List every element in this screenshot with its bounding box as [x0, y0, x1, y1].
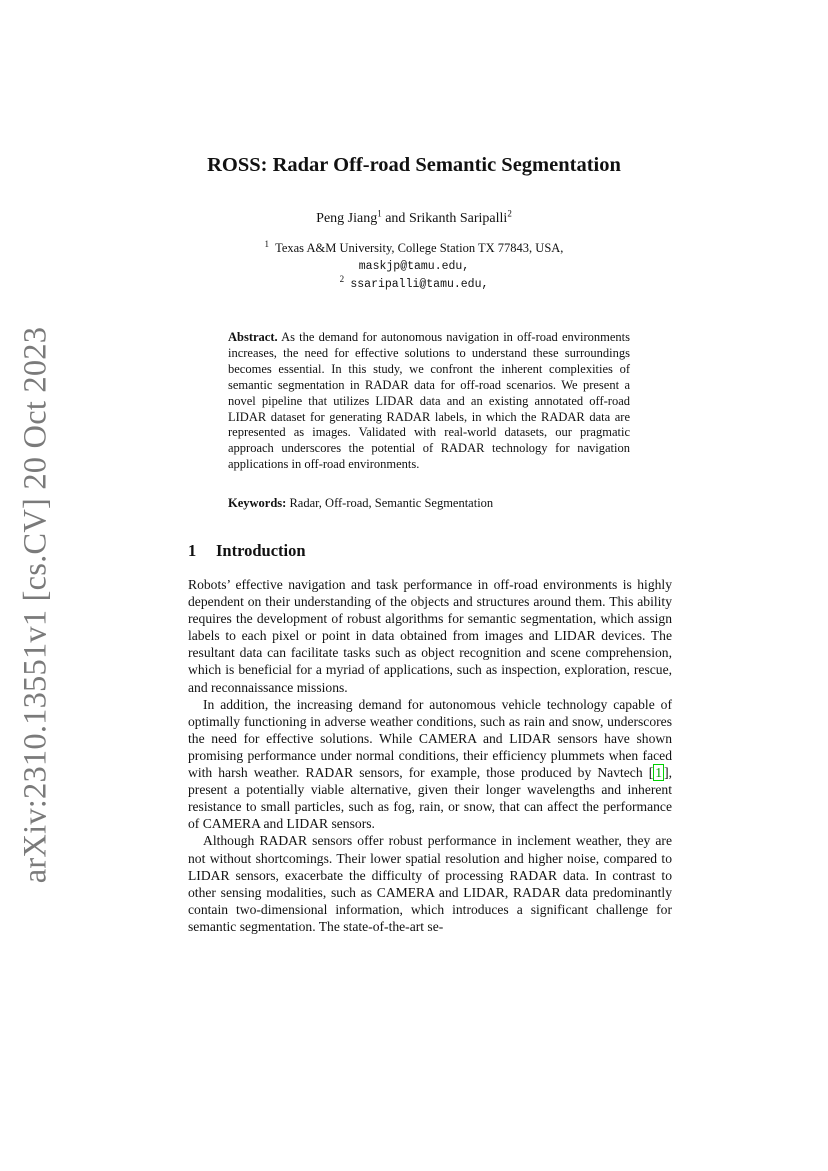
- section-body: [188, 576, 672, 935]
- affiliation-mark: 1: [264, 238, 270, 249]
- author-name: Peng Jiang: [316, 211, 378, 226]
- author-line: [0, 208, 828, 227]
- affiliation-line: [0, 240, 828, 257]
- arxiv-identifier: [16, 326, 56, 884]
- email-address: maskjp@tamu.edu,: [358, 260, 470, 273]
- citation-link[interactable]: 1: [655, 765, 663, 781]
- section-number: 1: [188, 541, 197, 560]
- email-address: ssaripalli@tamu.edu,: [350, 278, 489, 291]
- paragraph: Robots’ effective navigation and task performance in off-road environments is highly dependent on their understanding of the objects and structures around them. This ability requires the development of robust algorithms for semantic segmentation, which assign labels to each pixel or point in data obtained from images and LIDAR devices. The resultant data can facilitate tasks such as object recognition and scene comprehension, which is beneficial for a myriad of applications, such as inspection, exploration, rescue, and reconnaissance missions.: [188, 577, 672, 695]
- section-title: Introduction: [216, 541, 306, 560]
- paragraph-text: , present a potentially viable alternative, given their longer wavelengths and inherent resistance to small particles, such as fog, rain, or snow, that can affect the performance of CAMERA and LIDAR sensors.: [188, 765, 672, 832]
- keywords: [228, 496, 630, 511]
- paragraph: Although RADAR sensors offer robust performance in inclement weather, they are not without shortcomings. Their lower spatial resolution and higher noise, compared to LIDAR sensors, exacerbate the difficulty of processing RADAR data. In contrast to other sensing modalities, such as CAMERA and LIDAR, RADAR data predominantly contain two-dimensional information, which introduces a significant challenge for semantic segmentation. The state-of-the-art se-: [188, 833, 672, 934]
- affiliation-email: [0, 257, 828, 275]
- affiliation-email: [0, 275, 828, 293]
- arxiv-identifier-text: arXiv:2310.13551v1 [cs.CV] 20 Oct 2023: [17, 326, 54, 884]
- affiliation-institution: Texas A&M University, College Station TX 77843, USA,: [275, 241, 564, 255]
- affiliation-mark: 1: [377, 208, 382, 219]
- keywords-label: Keywords:: [228, 496, 287, 510]
- affiliation-mark: 2: [339, 273, 345, 284]
- affiliations: [0, 240, 828, 293]
- paragraph-text: In addition, the increasing demand for autonomous vehicle technology capable of optimally functioning in adverse weather conditions, such as rain and snow, underscores the need for effective solutions. While CAMERA and LIDAR sensors have shown promising performance under normal conditions, their efficiency plummets when faced with harsh weather. RADAR sensors, for example, those produced by Navtech: [188, 696, 672, 781]
- author-name: Srikanth Saripalli: [408, 211, 508, 226]
- paper-title: ROSS: Radar Off-road Semantic Segmentation: [207, 154, 621, 176]
- author-conjunction: and: [385, 211, 406, 226]
- abstract-label: Abstract.: [228, 330, 278, 344]
- paragraph: In addition, the increasing demand for autonomous vehicle technology capable of optimally functioning in adverse weather conditions, such as rain and snow, underscores the need for effective solutions. While CAMERA and LIDAR sensors have shown promising performance under normal conditions, their efficiency plummets when faced with harsh weather. RADAR sensors, for example, those produced by Navtech [ 1 ], present a potentially viable alternative, given their longer wavelengths and inherent resistance to small particles, such as fog, rain, or snow, that can affect the performance of CAMERA and LIDAR sensors.: [188, 696, 672, 832]
- abstract: [228, 330, 630, 473]
- affiliation-mark: 2: [507, 208, 512, 219]
- abstract-text: As the demand for autonomous navigation in off-road environments increases, the need for effective solutions to understand these surroundings becomes essential. In this study, we confront the inherent complexities of semantic segmentation in RADAR data for off-road scenarios. We present a novel pipeline that utilizes LIDAR data and an existing annotated off-road LIDAR dataset for generating RADAR labels, in which the RADAR data are represented as images. Validated with real-world datasets, our pragmatic approach underscores the potential of RADAR technology for navigation applications in off-road environments.: [228, 330, 630, 472]
- section-heading: [188, 541, 306, 561]
- keywords-text: Radar, Off-road, Semantic Segmentation: [289, 496, 494, 510]
